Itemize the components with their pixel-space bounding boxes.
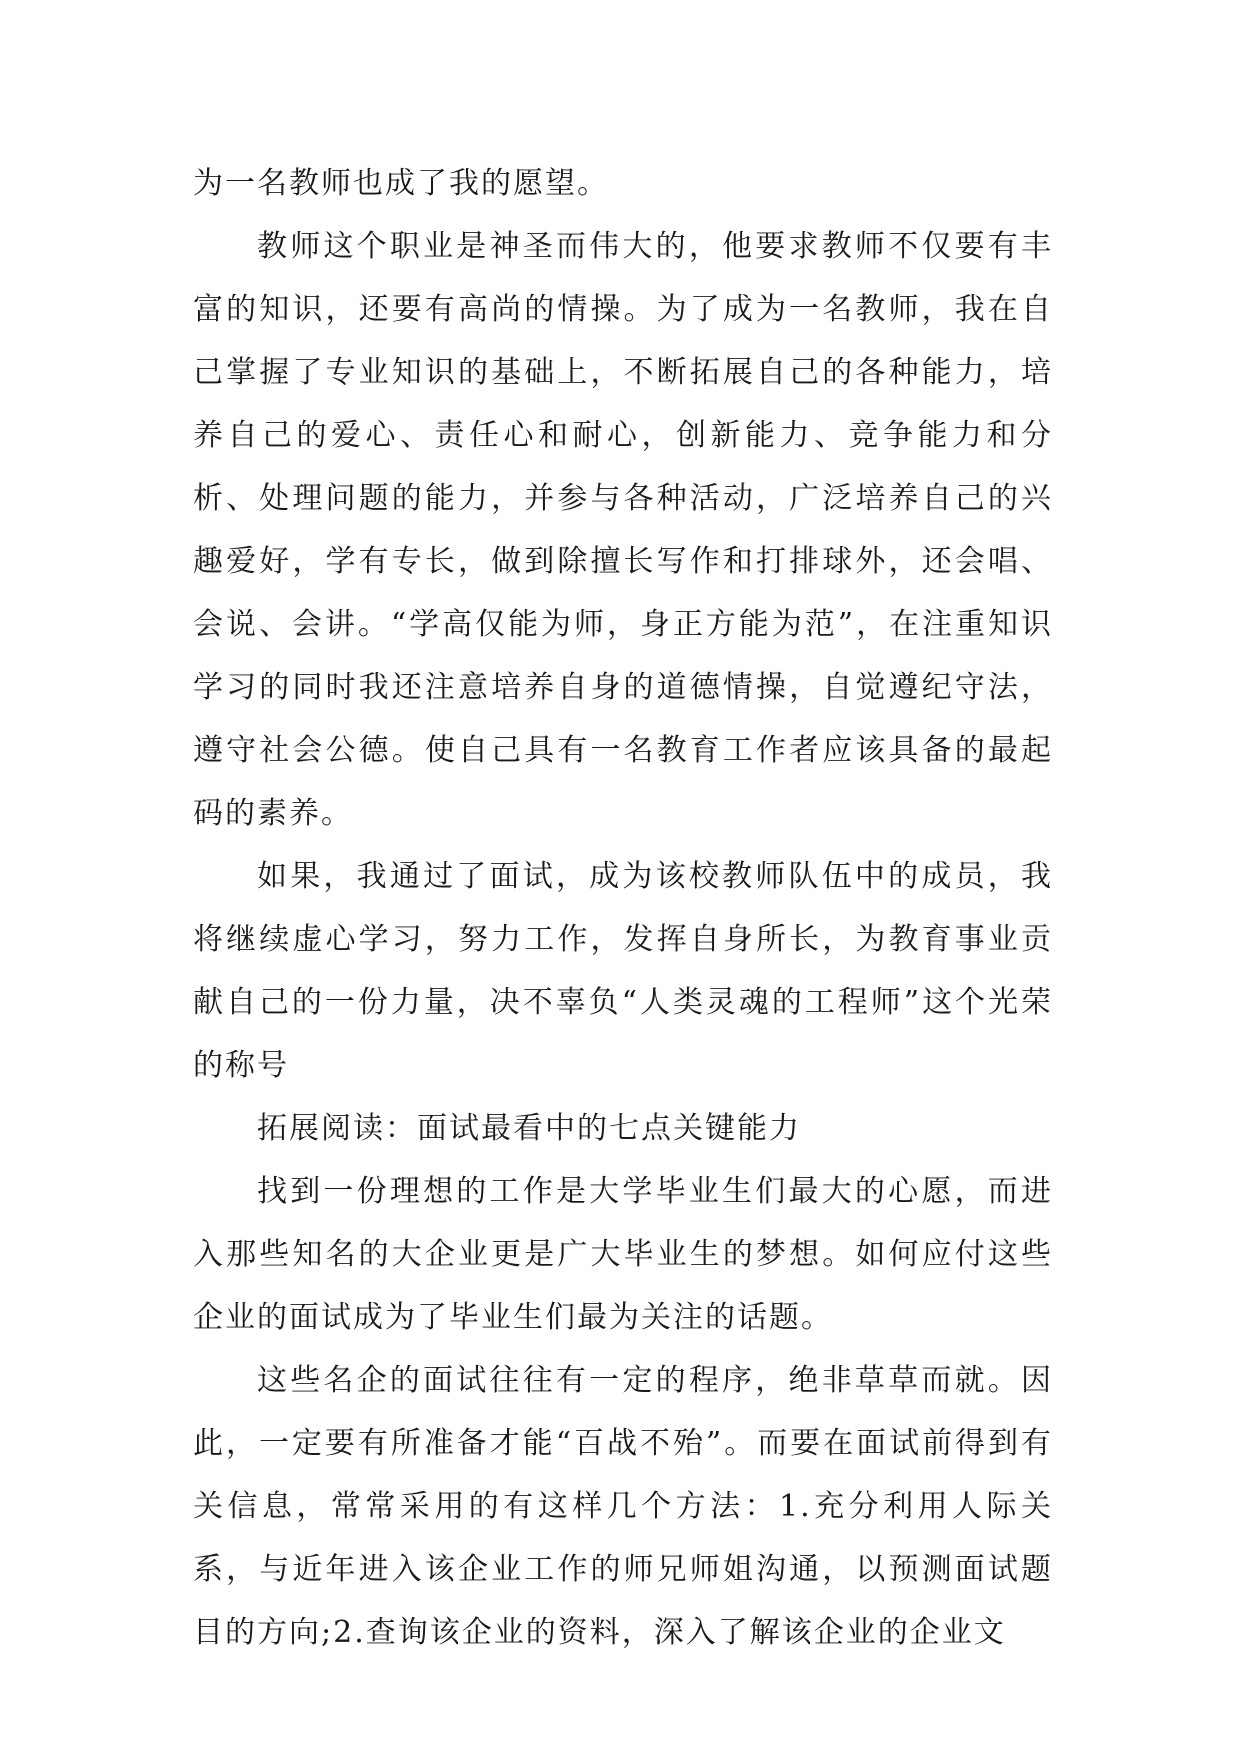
section-heading-extended-reading: 拓展阅读：面试最看中的七点关键能力: [257, 1111, 801, 1146]
paragraph-continuation: 为一名教师也成了我的愿望。: [193, 166, 609, 201]
paragraph-interview-procedure: 这些名企的面试往往有一定的程序，绝非草草而就。因此，一定要有所准备才能“百战不殆”。而要在面试前得到有关信息，常常采用的有这样几个方法：1.充分利用人际关系，与近年进入该企业工作的师兄师姐沟通，以预测面试题目的方向;2.查询该企业的资料，深入了解该企业的企业文: [193, 1363, 1053, 1650]
paragraph-if-pass-interview: 如果，我通过了面试，成为该校教师队伍中的成员，我将继续虚心学习，努力工作，发挥自身所长，为教育事业贡献自己的一份力量，决不辜负“人类灵魂的工程师”这个光荣的称号: [193, 859, 1053, 1083]
document-body: [193, 152, 1053, 1664]
paragraph-teacher-profession: 教师这个职业是神圣而伟大的，他要求教师不仅要有丰富的知识，还要有高尚的情操。为了成为一名教师，我在自己掌握了专业知识的基础上，不断拓展自己的各种能力，培养自己的爱心、责任心和耐心，创新能力、竞争能力和分析、处理问题的能力，并参与各种活动，广泛培养自己的兴趣爱好，学有专长，做到除擅长写作和打排球外，还会唱、会说、会讲。“学高仅能为师，身正方能为范”，在注重知识学习的同时我还注意培养自身的道德情操，自觉遵纪守法，遵守社会公德。使自己具有一名教育工作者应该具备的最起码的素养。: [193, 229, 1053, 831]
paragraph-ideal-job: 找到一份理想的工作是大学毕业生们最大的心愿，而进入那些知名的大企业更是广大毕业生的梦想。如何应付这些企业的面试成为了毕业生们最为关注的话题。: [193, 1174, 1053, 1335]
